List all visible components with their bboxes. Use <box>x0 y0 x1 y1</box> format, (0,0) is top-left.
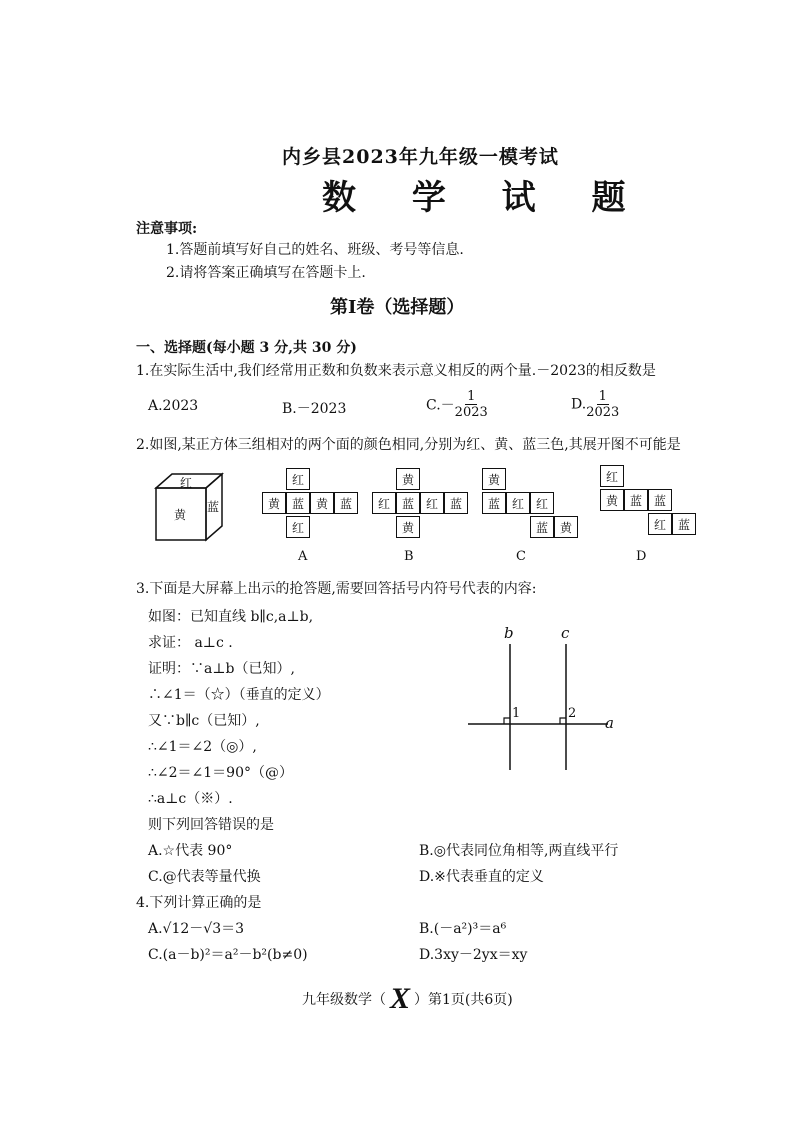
net-b-cell: 红 <box>372 492 396 514</box>
part1-heading: 一、选择题(每小题 3 分,共 30 分) <box>136 340 357 356</box>
parallel-lines-drawing <box>462 622 622 772</box>
cube-side-label: 蓝 <box>207 500 220 514</box>
net-b-cell: 黄 <box>396 516 420 538</box>
net-d-cell: 红 <box>648 513 672 535</box>
net-a-cell: 黄 <box>310 492 334 514</box>
q1-option-d <box>571 389 619 420</box>
net-b <box>372 468 472 538</box>
q3-line-4: ∴∠1＝（☆）（垂直的定义） <box>148 687 330 703</box>
net-c <box>482 468 582 538</box>
net-a <box>262 468 362 538</box>
net-a-cell: 蓝 <box>334 492 358 514</box>
q3-line-1: 如图：已知直线 b∥c,a⊥b, <box>148 609 314 625</box>
q4-stem: 4.下列计算正确的是 <box>136 895 262 911</box>
q1-option-c <box>426 389 488 420</box>
q4-option-b: B.(－a²)³＝a⁶ <box>419 921 507 937</box>
q2-stem: 2.如图,某正方体三组相对的两个面的颜色相同,分别为红、黄、蓝三色,其展开图不可能是 <box>136 437 681 453</box>
footer-left: 九年级数学（ <box>302 992 386 1008</box>
q3-option-d: D.※代表垂直的定义 <box>419 869 544 885</box>
page-footer <box>302 984 513 1014</box>
q1-stem: 1.在实际生活中,我们经常用正数和负数来表示意义相反的两个量.－2023的相反数是 <box>136 363 656 379</box>
q1-c-fraction <box>455 389 488 420</box>
net-a-cell: 红 <box>286 468 310 490</box>
q3-line-5: 又∵b∥c（已知）, <box>148 713 260 729</box>
q3-option-c: C.@代表等量代换 <box>148 869 261 885</box>
cube-front-label: 黄 <box>174 508 187 522</box>
net-d-cell: 蓝 <box>672 513 696 535</box>
cube-top-label: 红 <box>180 476 193 490</box>
exam-subtitle: 内乡县2023年九年级一模考试 <box>282 146 559 168</box>
net-b-cell: 蓝 <box>444 492 468 514</box>
q1-d-fraction <box>586 389 619 420</box>
q3-line-9: 则下列回答错误的是 <box>148 817 274 833</box>
q3-line-3: 证明：∵a⊥b（已知）, <box>148 661 295 677</box>
net-c-cell: 黄 <box>554 516 578 538</box>
net-a-cell: 黄 <box>262 492 286 514</box>
q1-d-num: 1 <box>598 389 607 404</box>
angle-2-label: 2 <box>568 706 577 721</box>
net-c-label: C <box>516 549 526 564</box>
q4-option-d: D.3xy－2yx＝xy <box>419 947 528 963</box>
notice-item-2: 2.请将答案正确填写在答题卡上. <box>166 265 366 281</box>
q1-d-den: 2023 <box>586 405 620 420</box>
net-d-label: D <box>636 549 647 564</box>
cube-figure <box>152 470 226 544</box>
net-d-cell: 黄 <box>600 489 624 511</box>
q3-line-8: ∴a⊥c（※）. <box>148 791 233 807</box>
q1-c-den: 2023 <box>454 405 488 420</box>
exam-title: 数 学 试 题 <box>322 178 648 218</box>
footer-mark: X <box>390 982 411 1015</box>
q1-c-num: 1 <box>467 389 476 404</box>
line-c-label: c <box>561 624 570 642</box>
net-c-cell: 红 <box>506 492 530 514</box>
q3-line-6: ∴∠1＝∠2（◎）, <box>148 739 257 755</box>
q1-d-prefix: D. <box>571 396 587 413</box>
net-c-cell: 黄 <box>482 468 506 490</box>
q4-option-c: C.(a－b)²＝a²－b²(b≠0) <box>148 947 308 963</box>
q3-option-b: B.◎代表同位角相等,两直线平行 <box>419 843 619 859</box>
net-a-cell: 红 <box>286 516 310 538</box>
q1-c-prefix: C.－ <box>426 397 455 414</box>
net-c-cell: 红 <box>530 492 554 514</box>
q3-line-7: ∴∠2＝∠1＝90°（@） <box>148 765 293 781</box>
section-title: 第I卷（选择题） <box>330 297 465 318</box>
q3-figure <box>462 622 622 772</box>
net-a-cell: 蓝 <box>286 492 310 514</box>
net-c-cell: 蓝 <box>482 492 506 514</box>
q4-option-a: A.√12－√3＝3 <box>148 921 245 937</box>
q3-stem: 3.下面是大屏幕上出示的抢答题,需要回答括号内符号代表的内容: <box>136 581 537 597</box>
q3-line-2: 求证： a⊥c . <box>148 635 233 651</box>
notice-heading: 注意事项: <box>136 221 198 237</box>
line-b-label: b <box>504 624 514 642</box>
net-d-cell: 蓝 <box>624 489 648 511</box>
q1-option-b: B.－2023 <box>282 401 347 417</box>
net-d-cell: 红 <box>600 465 624 487</box>
net-c-cell: 蓝 <box>530 516 554 538</box>
line-a-label: a <box>605 714 614 732</box>
notice-item-1: 1.答题前填写好自己的姓名、班级、考号等信息. <box>166 242 464 258</box>
net-d <box>600 465 700 539</box>
angle-1-label: 1 <box>512 706 521 721</box>
net-b-cell: 黄 <box>396 468 420 490</box>
q1-option-a: A.2023 <box>148 398 199 414</box>
net-a-label: A <box>298 549 308 564</box>
net-b-cell: 蓝 <box>396 492 420 514</box>
net-b-label: B <box>404 549 414 564</box>
footer-right: ）第1页(共6页) <box>414 992 513 1008</box>
q3-option-a: A.☆代表 90° <box>148 843 233 859</box>
net-b-cell: 红 <box>420 492 444 514</box>
net-d-cell: 蓝 <box>648 489 672 511</box>
